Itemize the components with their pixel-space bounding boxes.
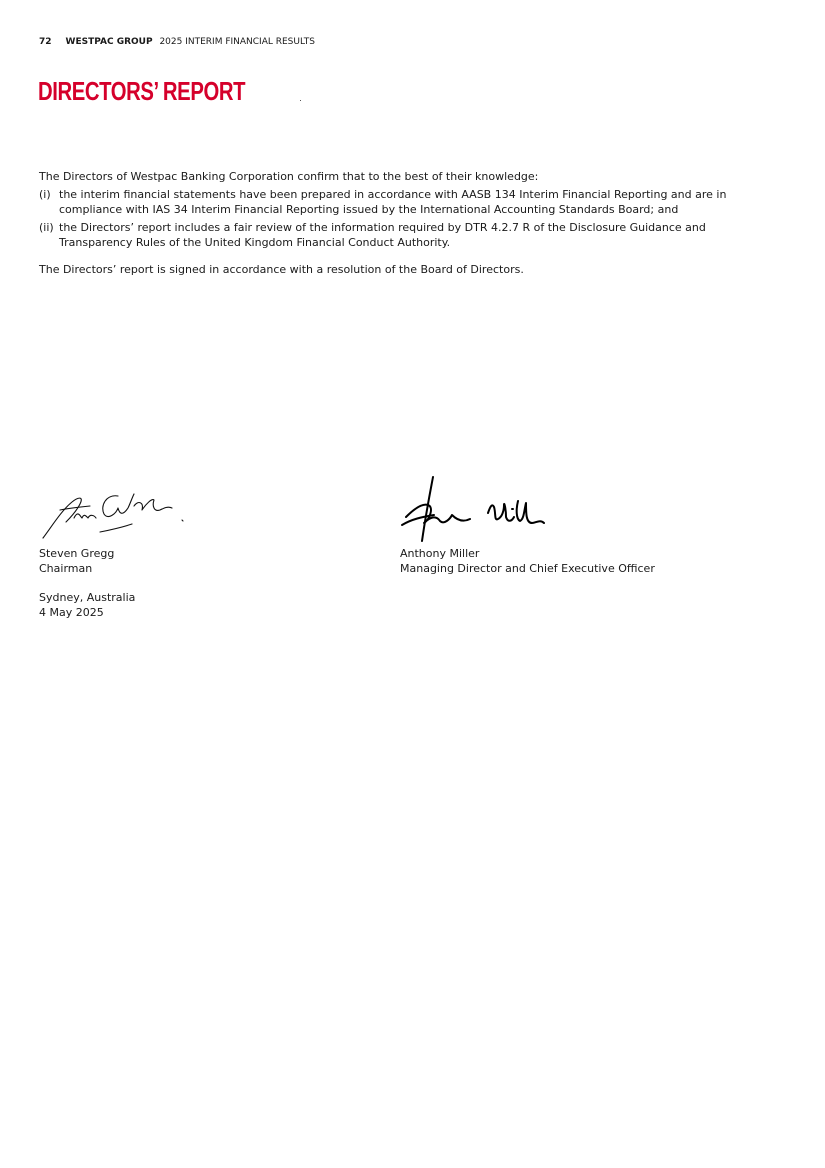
- stray-dot-mark: [300, 100, 301, 101]
- signatory-ceo: [400, 546, 655, 576]
- signatory-chairman: [39, 546, 114, 576]
- list-item-number: (i): [39, 187, 51, 201]
- publication-title: 2025 INTERIM FINANCIAL RESULTS: [159, 37, 315, 47]
- list-item: [39, 187, 759, 218]
- signing-place-date: [39, 590, 135, 620]
- signatory-name: Anthony Miller: [400, 547, 480, 560]
- signatory-role: Chairman: [39, 562, 93, 575]
- signatory-name: Steven Gregg: [39, 547, 115, 560]
- report-body: [39, 169, 759, 277]
- running-header: [39, 37, 315, 47]
- organisation-name: WESTPAC GROUP: [65, 37, 153, 47]
- list-item-text: the Directors’ report includes a fair review of the information required by DTR 4.2.7 R of the Disclosure Guidance and Transparency Rules of the United Kingdom Financial Conduct Authority.: [59, 220, 706, 249]
- ceo-signature-icon: [400, 473, 550, 545]
- confirmation-list: [39, 187, 759, 251]
- signing-date: 4 May 2025: [39, 606, 104, 619]
- closing-paragraph: The Directors’ report is signed in accordance with a resolution of the Board of Directors.: [39, 262, 524, 276]
- list-item: [39, 220, 759, 251]
- chairman-signature-icon: [40, 488, 190, 544]
- intro-paragraph: The Directors of Westpac Banking Corporation confirm that to the best of their knowledge:: [39, 170, 539, 183]
- list-item-number: (ii): [39, 220, 54, 234]
- page-title: DIRECTORS’ REPORT: [38, 76, 246, 106]
- signatory-role: Managing Director and Chief Executive Officer: [400, 562, 655, 575]
- signing-location: Sydney, Australia: [39, 591, 136, 604]
- list-item-text: the interim financial statements have been prepared in accordance with AASB 134 Interim Financial Reporting and are in compliance with IAS 34 Interim Financial Reporting issued by the International Accounting Standards Board; and: [59, 187, 727, 216]
- page-number: 72: [39, 37, 52, 47]
